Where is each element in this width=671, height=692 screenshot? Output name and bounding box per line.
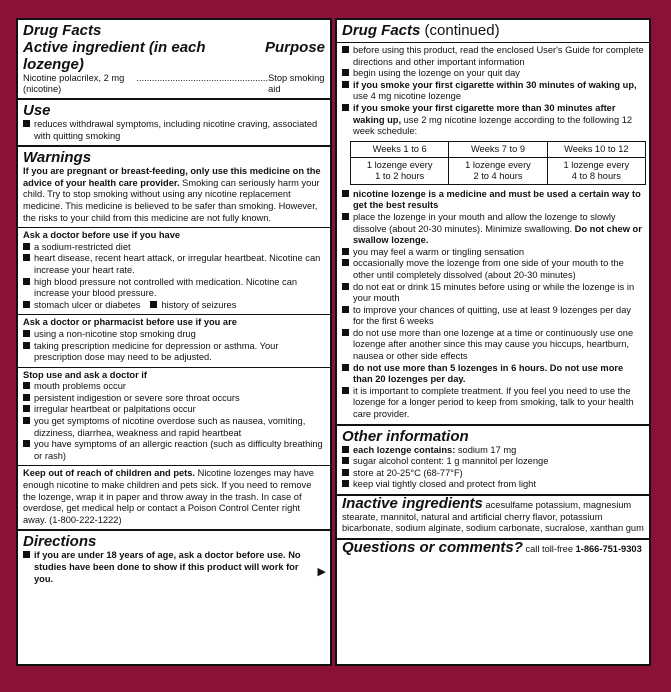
direction-item-text: it is important to complete treatment. If you feel you need to use the lozenge for a longer period to keep from smoking, talk to your health care provider. [353,385,634,420]
direction-item-text: before using this product, read the enclosed User's Guide for complete directions and other important information [353,45,644,67]
schedule-header-cell: Weeks 10 to 12 [547,141,645,157]
stop-use-item: irregular heartbeat or palpitations occur [23,404,325,416]
ask-pharmacist-title: Ask a doctor or pharmacist before use if you are [23,317,237,328]
ask-doctor-pair [23,300,325,312]
direction-item-text: begin using the lozenge on your quit day [353,68,520,79]
stop-use-section [18,368,330,467]
direction-item-bold: do not use more than 5 lozenges in 6 hours. Do not use more than 20 lozenges per day. [353,362,624,385]
direction-item-text: do not eat or drink 15 minutes before using or while the lozenge is in your mouth [353,281,635,304]
ask-doctor-item: stomach ulcer or diabetes [23,300,140,312]
stop-use-item: you have symptoms of an allergic reaction (such as difficulty breathing or rash) [23,439,325,462]
direction-item-text: use 2 mg nicotine lozenge according to the following 12 week schedule: [353,114,633,137]
stop-use-item: you get symptoms of nicotine overdose such as nausea, vomiting, dizziness, diarrhea, weakness and rapid heartbeat [23,416,325,439]
use-item: reduces withdrawal symptoms, including nicotine craving, associated with quitting smoking [23,119,325,142]
directions-section [18,531,330,588]
other-information-section [337,426,649,496]
stop-use-title: Stop use and ask a doctor if [23,369,147,380]
pregnancy-warning-bold: If you are pregnant or breast-feeding, only use this medicine on the advice of your health care provider. [23,166,321,188]
ingredient-name: Nicotine polacrilex, 2 mg (nicotine) [23,73,125,94]
active-ingredient-line [23,73,325,95]
inactive-ingredients-section [337,496,649,540]
direction-item-tail: Do not chew or swallow lozenge. [353,223,642,246]
keep-out-text [23,468,325,526]
dose-interval: 4 to 8 hours [571,170,621,181]
other-info-text: sodium 17 mg [455,444,517,455]
dose-line: 1 lozenge every [465,159,531,170]
ask-pharmacist-section [18,315,330,367]
direction-item [342,247,644,259]
other-info-bold: each lozenge contains: [353,444,456,455]
direction-item [342,80,644,103]
purpose-title: Purpose [264,39,325,56]
warnings-section [18,147,330,228]
pregnancy-warning-text: Smoking can seriously harm your child. Try to stop smoking without using any nicotine replacement medicine. This medicine is believed to be safer than smoking. However, the risks to your child from this medicine are not fully known. [23,177,320,223]
direction-item-text: you may feel a warm or tingling sensation [353,246,525,257]
ask-doctor-item: a sodium-restricted diet [23,242,325,254]
continued-title-main: Drug Facts [342,22,421,39]
ingredient-purpose: Stop smoking aid [268,73,325,94]
continue-arrow-icon: ▶ [317,566,326,579]
other-info-item [342,468,644,480]
drug-facts-continued-title [342,22,644,39]
ask-doctor-section [18,228,330,315]
inactive-ingredients-text: acesulfame potassium, magnesium stearate, mannitol, natural and artificial cherry flavor, potassium bicarbonate, sodium alginate, sodium carbonate, sucralose, xanthan gum [342,500,644,534]
questions-title: Questions or comments? [342,538,523,556]
direction-item [342,328,644,363]
ask-doctor-item: heart disease, recent heart attack, or irregular heartbeat. Nicotine can increase your heart rate. [23,253,325,276]
other-information-title: Other information [342,427,469,445]
use-title: Use [23,102,51,119]
questions-line [342,538,644,556]
toll-free-phone: 1-866-751-9303 [575,543,642,554]
continued-section [337,20,649,43]
dose-interval: 2 to 4 hours [473,170,523,181]
direction-item-bold: if you smoke your first cigarette within 30 minutes of waking up, [353,79,637,90]
direction-item [342,68,644,80]
drug-facts-right-panel [335,18,651,666]
direction-item [342,103,644,138]
active-ingredient-header [23,39,325,73]
schedule-header-row [351,141,646,157]
direction-item [342,212,644,247]
active-ingredient-title: Active ingredient (in each lozenge) [23,39,206,73]
warnings-title: Warnings [23,149,92,167]
ask-pharmacist-item: taking prescription medicine for depression or asthma. Your prescription dose may need to be adjusted. [23,341,325,364]
schedule-dose-cell [547,157,645,184]
directions-continued-section [337,43,649,426]
other-info-item [342,445,644,457]
inactive-ingredients-title: Inactive ingredients [342,495,483,512]
keep-out-section [18,466,330,531]
keep-out-body: Nicotine lozenges may have enough nicotine to make children and pets sick. If you need to remove the lozenge, wrap it in paper and throw away in the trash. In case of overdose, get medical help or contact a Poison Control Center right away. (1-800-222-1222) [23,468,314,525]
direction-item-bold: nicotine lozenge is a medicine and must be used a certain way to get the best results [353,188,641,211]
schedule-dose-row [351,157,646,184]
pregnancy-warning [23,166,325,224]
ask-doctor-item: high blood pressure not controlled with medication. Nicotine can increase your blood pressure. [23,277,325,300]
questions-section [337,540,649,559]
schedule-header-cell: Weeks 1 to 6 [351,141,449,157]
directions-item: if you are under 18 years of age, ask a doctor before use. No studies have been done to show if this product will work for you. [23,550,325,585]
direction-item-bold: if you smoke your first cigarette more than 30 minutes after waking up, [353,102,616,125]
continued-title-suffix: (continued) [420,22,500,39]
questions-text: call toll-free [522,543,576,554]
ask-pharmacist-item: using a non-nicotine stop smoking drug [23,329,325,341]
direction-item-text: occasionally move the lozenge from one side of your mouth to the other until completely dissolved (about 20-30 minutes) [353,258,624,280]
dose-line: 1 lozenge every [366,159,433,170]
stop-use-item: persistent indigestion or severe sore throat occurs [23,393,325,405]
direction-item [342,363,644,386]
schedule-dose-cell [351,157,449,184]
directions-title: Directions [23,533,97,551]
direction-item [342,305,644,328]
drug-facts-title: Drug Facts [23,22,102,39]
dose-interval: 1 to 2 hours [375,170,425,181]
schedule-header-cell: Weeks 7 to 9 [449,141,547,157]
direction-item-text: place the lozenge in your mouth and allow the lozenge to slowly dissolve (about 20-30 minutes). Minimize swallowing. [353,211,616,234]
direction-item-text: do not use more than one lozenge at a time or continuously use one lozenge after another since this may cause you hiccups, heartburn, nausea or other side effects [353,327,634,362]
schedule-dose-cell [449,157,547,184]
direction-item [342,282,644,305]
direction-item [342,45,644,68]
leader-dots: ................................................... [136,73,269,83]
other-info-text: store at 20-25°C (68-77°F) [353,467,463,478]
direction-item [342,258,644,281]
other-info-item [342,479,644,491]
direction-item [342,386,644,421]
use-section [18,100,330,147]
direction-item-text: to improve your chances of quitting, use at least 9 lozenges per day for the first 6 weeks [353,304,632,327]
stop-use-item: mouth problems occur [23,381,325,393]
dose-line: 1 lozenge every [563,159,630,170]
other-info-item [342,456,644,468]
keep-out-bold: Keep out of reach of children and pets. [23,468,196,479]
direction-item-text: use 4 mg nicotine lozenge [353,91,462,102]
header-section [18,20,330,100]
direction-item [342,189,644,212]
other-info-text: sugar alcohol content: 1 g mannitol per lozenge [353,456,549,467]
drug-facts-left-panel [16,18,332,666]
schedule-table [350,141,646,185]
ask-doctor-item: history of seizures [150,300,236,312]
inactive-ingredients [342,495,644,535]
ask-doctor-title: Ask a doctor before use if you have [23,230,181,241]
other-info-text: keep vial tightly closed and protect from light [353,479,536,490]
